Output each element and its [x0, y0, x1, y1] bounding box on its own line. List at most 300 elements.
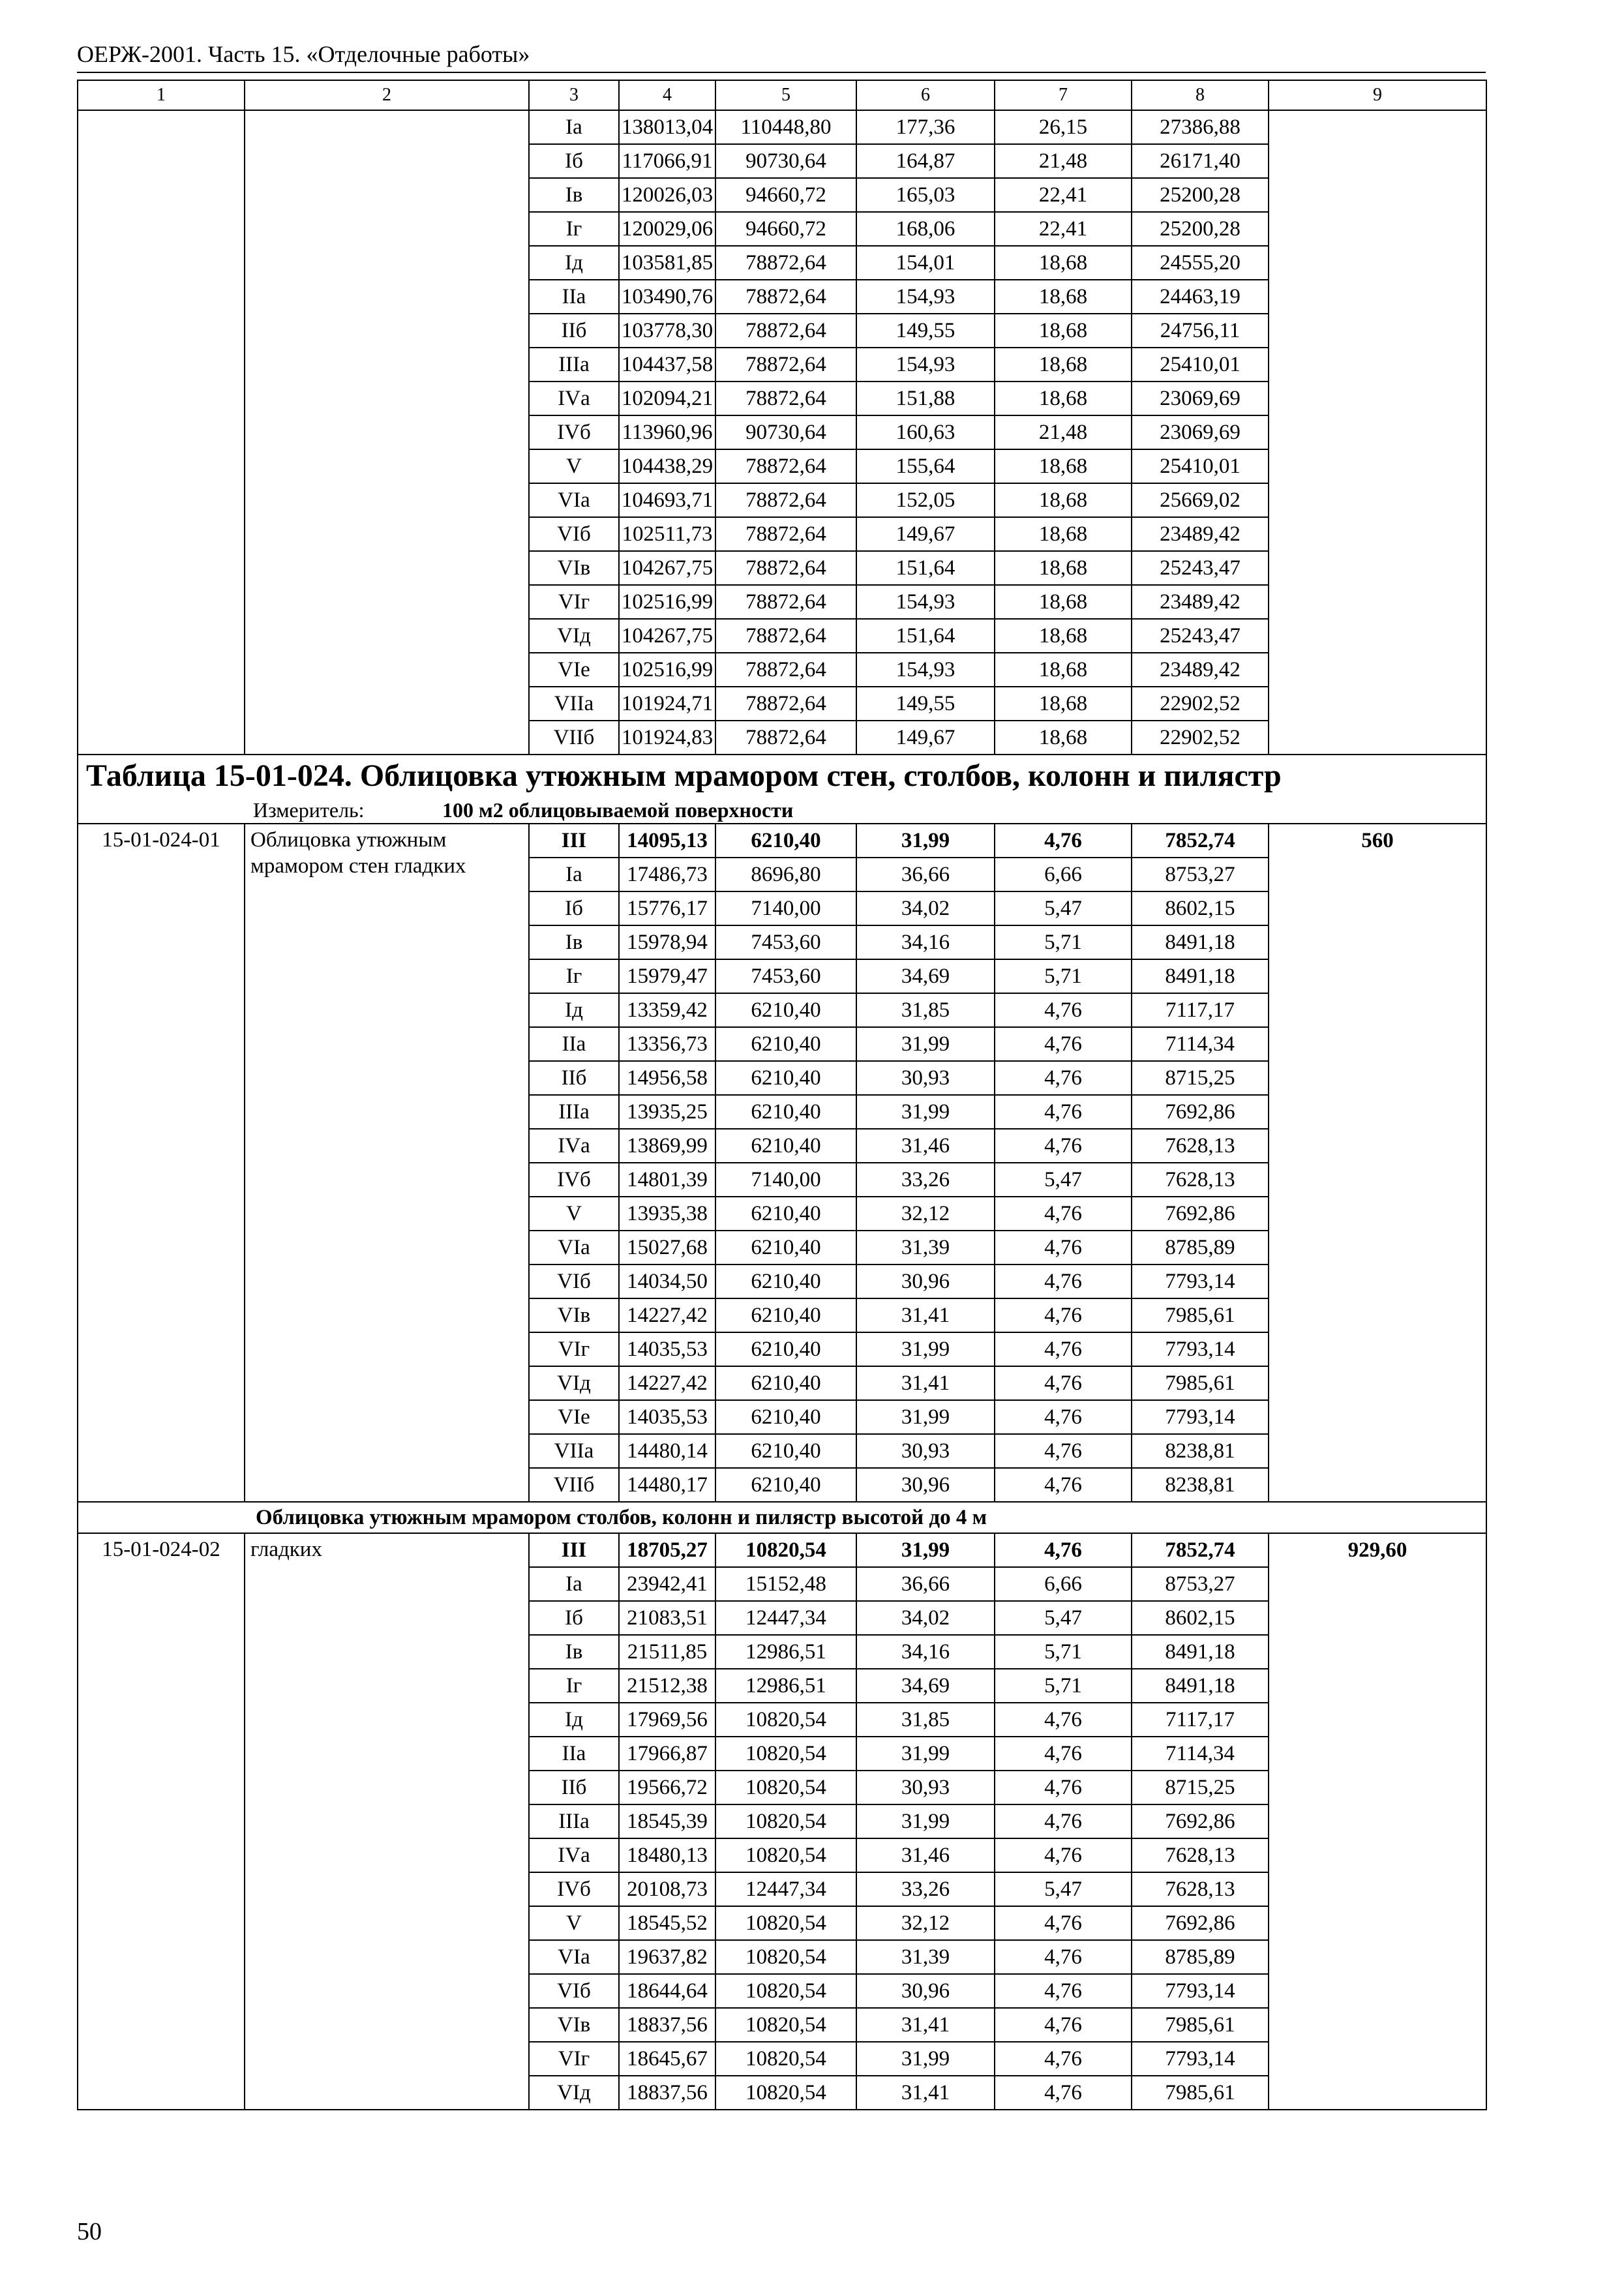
zone-cell: VIIб [529, 721, 619, 755]
value-cell: 10820,54 [715, 1533, 856, 1567]
zone-cell: V [529, 1906, 619, 1940]
value-cell: 7985,61 [1132, 1366, 1269, 1400]
value-cell: 7140,00 [715, 891, 856, 925]
value-cell: 31,41 [856, 2008, 995, 2042]
value-cell: 8491,18 [1132, 1635, 1269, 1669]
zone-cell: Iа [529, 110, 619, 144]
value-cell: 6210,40 [715, 1366, 856, 1400]
value-cell: 13359,42 [619, 993, 715, 1027]
zone-cell: VIв [529, 2008, 619, 2042]
value-cell: 8753,27 [1132, 858, 1269, 891]
value-cell: 8753,27 [1132, 1567, 1269, 1601]
column-9-cell: 929,60 [1269, 1533, 1486, 2110]
zone-cell: IVа [529, 1129, 619, 1163]
value-cell: 4,76 [995, 1264, 1132, 1298]
zone-cell: IIб [529, 1771, 619, 1804]
value-cell: 18,68 [995, 280, 1132, 314]
value-cell: 104693,71 [619, 483, 715, 517]
value-cell: 34,69 [856, 1669, 995, 1703]
value-cell: 15027,68 [619, 1231, 715, 1264]
value-cell: 31,99 [856, 1400, 995, 1434]
zone-cell: VIа [529, 1940, 619, 1974]
value-cell: 23489,42 [1132, 517, 1269, 551]
zone-cell: Iб [529, 144, 619, 178]
value-cell: 18705,27 [619, 1533, 715, 1567]
zone-cell: IIб [529, 1061, 619, 1095]
value-cell: 15978,94 [619, 925, 715, 959]
value-cell: 25410,01 [1132, 348, 1269, 382]
value-cell: 177,36 [856, 110, 995, 144]
value-cell: 7628,13 [1132, 1163, 1269, 1197]
value-cell: 31,41 [856, 2076, 995, 2110]
value-cell: 7692,86 [1132, 1095, 1269, 1129]
zone-cell: VIIб [529, 1468, 619, 1502]
value-cell: 10820,54 [715, 1737, 856, 1771]
value-cell: 4,76 [995, 1737, 1132, 1771]
value-cell: 30,93 [856, 1061, 995, 1095]
column-number: 9 [1269, 80, 1486, 110]
value-cell: 26,15 [995, 110, 1132, 144]
value-cell: 4,76 [995, 1940, 1132, 1974]
value-cell: 117066,91 [619, 144, 715, 178]
value-cell: 21512,38 [619, 1669, 715, 1703]
value-cell: 24555,20 [1132, 246, 1269, 280]
zone-cell: IIа [529, 1737, 619, 1771]
value-cell: 4,76 [995, 824, 1132, 858]
value-cell: 15979,47 [619, 959, 715, 993]
value-cell: 30,96 [856, 1974, 995, 2008]
value-cell: 23489,42 [1132, 653, 1269, 687]
value-cell: 154,93 [856, 653, 995, 687]
value-cell: 7117,17 [1132, 1703, 1269, 1737]
column-9-cell: 560 [1269, 824, 1486, 1502]
value-cell: 7628,13 [1132, 1838, 1269, 1872]
code-cell [78, 110, 245, 755]
zone-cell: IIб [529, 314, 619, 348]
table-row [78, 1533, 1486, 1567]
value-cell: 8602,15 [1132, 891, 1269, 925]
value-cell: 18,68 [995, 551, 1132, 585]
value-cell: 31,99 [856, 1027, 995, 1061]
value-cell: 78872,64 [715, 517, 856, 551]
value-cell: 34,16 [856, 1635, 995, 1669]
value-cell: 4,76 [995, 2076, 1132, 2110]
value-cell: 155,64 [856, 449, 995, 483]
zone-cell: IVб [529, 1872, 619, 1906]
zone-cell: IVб [529, 1163, 619, 1197]
value-cell: 101924,71 [619, 687, 715, 721]
value-cell: 33,26 [856, 1872, 995, 1906]
value-cell: 102511,73 [619, 517, 715, 551]
value-cell: 4,76 [995, 1061, 1132, 1095]
zone-cell: Iа [529, 1567, 619, 1601]
value-cell: 4,76 [995, 1533, 1132, 1567]
value-cell: 25410,01 [1132, 449, 1269, 483]
value-cell: 7985,61 [1132, 2076, 1269, 2110]
value-cell: 7793,14 [1132, 1400, 1269, 1434]
value-cell: 149,55 [856, 687, 995, 721]
value-cell: 15152,48 [715, 1567, 856, 1601]
zone-cell: IIIа [529, 1804, 619, 1838]
value-cell: 78872,64 [715, 449, 856, 483]
value-cell: 34,16 [856, 925, 995, 959]
zone-cell: IVа [529, 382, 619, 415]
value-cell: 36,66 [856, 858, 995, 891]
value-cell: 7692,86 [1132, 1197, 1269, 1231]
value-cell: 15776,17 [619, 891, 715, 925]
value-cell: 18545,52 [619, 1906, 715, 1940]
value-cell: 7692,86 [1132, 1906, 1269, 1940]
meter-label: Измеритель: [253, 798, 365, 822]
value-cell: 24756,11 [1132, 314, 1269, 348]
value-cell: 7793,14 [1132, 1264, 1269, 1298]
value-cell: 4,76 [995, 1298, 1132, 1332]
value-cell: 6210,40 [715, 993, 856, 1027]
value-cell: 8491,18 [1132, 959, 1269, 993]
value-cell: 19566,72 [619, 1771, 715, 1804]
value-cell: 4,76 [995, 993, 1132, 1027]
zone-cell: III [529, 824, 619, 858]
zone-cell: Iб [529, 1601, 619, 1635]
value-cell: 7793,14 [1132, 1332, 1269, 1366]
zone-cell: Iб [529, 891, 619, 925]
zone-cell: IIIа [529, 1095, 619, 1129]
value-cell: 19637,82 [619, 1940, 715, 1974]
value-cell: 10820,54 [715, 1974, 856, 2008]
zone-cell: VIе [529, 653, 619, 687]
value-cell: 90730,64 [715, 144, 856, 178]
value-cell: 78872,64 [715, 314, 856, 348]
value-cell: 8602,15 [1132, 1601, 1269, 1635]
value-cell: 4,76 [995, 1129, 1132, 1163]
value-cell: 7114,34 [1132, 1027, 1269, 1061]
value-cell: 165,03 [856, 178, 995, 212]
value-cell: 110448,80 [715, 110, 856, 144]
value-cell: 23942,41 [619, 1567, 715, 1601]
zone-cell: V [529, 1197, 619, 1231]
value-cell: 31,41 [856, 1366, 995, 1400]
value-cell: 18837,56 [619, 2008, 715, 2042]
zone-cell: Iд [529, 1703, 619, 1737]
zone-cell: Iв [529, 178, 619, 212]
column-number: 8 [1132, 80, 1269, 110]
value-cell: 164,87 [856, 144, 995, 178]
value-cell: 4,76 [995, 1974, 1132, 2008]
value-cell: 25200,28 [1132, 178, 1269, 212]
value-cell: 5,47 [995, 1872, 1132, 1906]
value-cell: 34,02 [856, 1601, 995, 1635]
value-cell: 102094,21 [619, 382, 715, 415]
value-cell: 120029,06 [619, 212, 715, 246]
value-cell: 30,96 [856, 1468, 995, 1502]
table-row [78, 824, 1486, 858]
value-cell: 5,71 [995, 959, 1132, 993]
value-cell: 31,99 [856, 1737, 995, 1771]
value-cell: 14801,39 [619, 1163, 715, 1197]
value-cell: 4,76 [995, 1400, 1132, 1434]
title-row [78, 755, 1486, 797]
value-cell: 6210,40 [715, 1298, 856, 1332]
value-cell: 4,76 [995, 1468, 1132, 1502]
value-cell: 8238,81 [1132, 1468, 1269, 1502]
zone-cell: Iг [529, 959, 619, 993]
value-cell: 31,99 [856, 1332, 995, 1366]
value-cell: 78872,64 [715, 551, 856, 585]
zone-cell: Iв [529, 925, 619, 959]
meter-row [78, 797, 1486, 824]
value-cell: 7117,17 [1132, 993, 1269, 1027]
value-cell: 21,48 [995, 144, 1132, 178]
value-cell: 34,69 [856, 959, 995, 993]
value-cell: 12986,51 [715, 1669, 856, 1703]
value-cell: 78872,64 [715, 619, 856, 653]
value-cell: 31,99 [856, 1533, 995, 1567]
value-cell: 6210,40 [715, 1129, 856, 1163]
value-cell: 4,76 [995, 2042, 1132, 2076]
value-cell: 8715,25 [1132, 1771, 1269, 1804]
zone-cell: VIб [529, 1264, 619, 1298]
value-cell: 18,68 [995, 687, 1132, 721]
value-cell: 31,41 [856, 1298, 995, 1332]
zone-cell: VIд [529, 2076, 619, 2110]
description-cell: Облицовка утюжным мрамором стен гладких [245, 824, 529, 1502]
zone-cell: IVа [529, 1838, 619, 1872]
zone-cell: Iв [529, 1635, 619, 1669]
value-cell: 154,93 [856, 348, 995, 382]
description-cell: гладких [245, 1533, 529, 2110]
value-cell: 22,41 [995, 178, 1132, 212]
value-cell: 151,64 [856, 551, 995, 585]
value-cell: 8238,81 [1132, 1434, 1269, 1468]
rates-table [77, 80, 1487, 2110]
value-cell: 21,48 [995, 415, 1132, 449]
column-number-row [78, 80, 1486, 110]
value-cell: 151,64 [856, 619, 995, 653]
zone-cell: VIа [529, 483, 619, 517]
value-cell: 5,47 [995, 1601, 1132, 1635]
value-cell: 6210,40 [715, 824, 856, 858]
value-cell: 6,66 [995, 1567, 1132, 1601]
value-cell: 6210,40 [715, 1434, 856, 1468]
value-cell: 6210,40 [715, 1027, 856, 1061]
value-cell: 18,68 [995, 585, 1132, 619]
zone-cell: IVб [529, 415, 619, 449]
value-cell: 7985,61 [1132, 1298, 1269, 1332]
value-cell: 31,99 [856, 2042, 995, 2076]
value-cell: 30,93 [856, 1434, 995, 1468]
value-cell: 10820,54 [715, 1703, 856, 1737]
value-cell: 10820,54 [715, 1906, 856, 1940]
value-cell: 17969,56 [619, 1703, 715, 1737]
value-cell: 10820,54 [715, 1838, 856, 1872]
zone-cell: IIIа [529, 348, 619, 382]
value-cell: 8785,89 [1132, 1231, 1269, 1264]
value-cell: 13935,38 [619, 1197, 715, 1231]
value-cell: 25669,02 [1132, 483, 1269, 517]
value-cell: 31,85 [856, 1703, 995, 1737]
value-cell: 78872,64 [715, 483, 856, 517]
zone-cell: Iд [529, 993, 619, 1027]
column-number: 4 [619, 80, 715, 110]
value-cell: 4,76 [995, 1434, 1132, 1468]
value-cell: 6210,40 [715, 1468, 856, 1502]
value-cell: 103490,76 [619, 280, 715, 314]
value-cell: 36,66 [856, 1567, 995, 1601]
value-cell: 14095,13 [619, 824, 715, 858]
value-cell: 94660,72 [715, 178, 856, 212]
value-cell: 160,63 [856, 415, 995, 449]
value-cell: 6210,40 [715, 1264, 856, 1298]
value-cell: 7793,14 [1132, 2042, 1269, 2076]
value-cell: 23489,42 [1132, 585, 1269, 619]
value-cell: 10820,54 [715, 2042, 856, 2076]
column-number: 6 [856, 80, 995, 110]
value-cell: 17486,73 [619, 858, 715, 891]
zone-cell: VIв [529, 1298, 619, 1332]
page-number: 50 [77, 2218, 102, 2245]
value-cell: 18,68 [995, 348, 1132, 382]
value-cell: 10820,54 [715, 2008, 856, 2042]
value-cell: 154,93 [856, 280, 995, 314]
zone-cell: VIб [529, 517, 619, 551]
zone-cell: VIа [529, 1231, 619, 1264]
value-cell: 78872,64 [715, 721, 856, 755]
value-cell: 31,99 [856, 824, 995, 858]
value-cell: 103778,30 [619, 314, 715, 348]
zone-cell: Iг [529, 1669, 619, 1703]
value-cell: 33,26 [856, 1163, 995, 1197]
zone-cell: IIа [529, 1027, 619, 1061]
value-cell: 8696,80 [715, 858, 856, 891]
value-cell: 18,68 [995, 721, 1132, 755]
value-cell: 18,68 [995, 246, 1132, 280]
value-cell: 103581,85 [619, 246, 715, 280]
value-cell: 31,46 [856, 1129, 995, 1163]
table-body [78, 80, 1486, 2110]
value-cell: 78872,64 [715, 585, 856, 619]
value-cell: 18,68 [995, 382, 1132, 415]
value-cell: 18545,39 [619, 1804, 715, 1838]
value-cell: 25243,47 [1132, 551, 1269, 585]
value-cell: 18645,67 [619, 2042, 715, 2076]
column-number: 5 [715, 80, 856, 110]
value-cell: 18,68 [995, 449, 1132, 483]
value-cell: 22,41 [995, 212, 1132, 246]
value-cell: 10820,54 [715, 1771, 856, 1804]
value-cell: 4,76 [995, 1906, 1132, 1940]
value-cell: 102516,99 [619, 585, 715, 619]
zone-cell: III [529, 1533, 619, 1567]
value-cell: 138013,04 [619, 110, 715, 144]
value-cell: 18,68 [995, 653, 1132, 687]
zone-cell: Iа [529, 858, 619, 891]
value-cell: 104267,75 [619, 619, 715, 653]
meter-cell [78, 797, 1486, 824]
value-cell: 4,76 [995, 1027, 1132, 1061]
value-cell: 104438,29 [619, 449, 715, 483]
value-cell: 31,99 [856, 1804, 995, 1838]
value-cell: 31,39 [856, 1940, 995, 1974]
value-cell: 78872,64 [715, 687, 856, 721]
value-cell: 5,71 [995, 1635, 1132, 1669]
value-cell: 7628,13 [1132, 1872, 1269, 1906]
value-cell: 24463,19 [1132, 280, 1269, 314]
value-cell: 25243,47 [1132, 619, 1269, 653]
value-cell: 101924,83 [619, 721, 715, 755]
value-cell: 7114,34 [1132, 1737, 1269, 1771]
subheading: Облицовка утюжным мрамором столбов, колонн и пилястр высотой до 4 м [78, 1502, 1486, 1533]
value-cell: 23069,69 [1132, 415, 1269, 449]
value-cell: 14480,17 [619, 1468, 715, 1502]
value-cell: 6210,40 [715, 1231, 856, 1264]
value-cell: 18,68 [995, 619, 1132, 653]
value-cell: 17966,87 [619, 1737, 715, 1771]
value-cell: 34,02 [856, 891, 995, 925]
value-cell: 152,05 [856, 483, 995, 517]
zone-cell: VIд [529, 1366, 619, 1400]
value-cell: 18,68 [995, 314, 1132, 348]
value-cell: 7453,60 [715, 925, 856, 959]
value-cell: 14034,50 [619, 1264, 715, 1298]
value-cell: 7852,74 [1132, 824, 1269, 858]
table-row [78, 110, 1486, 144]
value-cell: 32,12 [856, 1906, 995, 1940]
value-cell: 154,01 [856, 246, 995, 280]
column-number: 1 [78, 80, 245, 110]
value-cell: 6210,40 [715, 1061, 856, 1095]
value-cell: 22902,52 [1132, 687, 1269, 721]
zone-cell: VIв [529, 551, 619, 585]
value-cell: 6210,40 [715, 1095, 856, 1129]
value-cell: 12447,34 [715, 1601, 856, 1635]
value-cell: 7692,86 [1132, 1804, 1269, 1838]
value-cell: 14956,58 [619, 1061, 715, 1095]
subheading-row [78, 1502, 1486, 1533]
zone-cell: VIг [529, 1332, 619, 1366]
value-cell: 102516,99 [619, 653, 715, 687]
value-cell: 12986,51 [715, 1635, 856, 1669]
value-cell: 30,93 [856, 1771, 995, 1804]
table-title: Таблица 15-01-024. Облицовка утюжным мрамором стен, столбов, колонн и пилястр [78, 755, 1486, 797]
value-cell: 120026,03 [619, 178, 715, 212]
value-cell: 6210,40 [715, 1400, 856, 1434]
value-cell: 4,76 [995, 1838, 1132, 1872]
value-cell: 14227,42 [619, 1366, 715, 1400]
column-number: 7 [995, 80, 1132, 110]
value-cell: 32,12 [856, 1197, 995, 1231]
value-cell: 21511,85 [619, 1635, 715, 1669]
value-cell: 6210,40 [715, 1197, 856, 1231]
value-cell: 4,76 [995, 1703, 1132, 1737]
value-cell: 90730,64 [715, 415, 856, 449]
zone-cell: VIе [529, 1400, 619, 1434]
value-cell: 4,76 [995, 1771, 1132, 1804]
code-cell: 15-01-024-02 [78, 1533, 245, 2110]
value-cell: 149,67 [856, 721, 995, 755]
column-9-cell [1269, 110, 1486, 755]
value-cell: 31,85 [856, 993, 995, 1027]
value-cell: 26171,40 [1132, 144, 1269, 178]
value-cell: 6,66 [995, 858, 1132, 891]
value-cell: 149,67 [856, 517, 995, 551]
zone-cell: VIIа [529, 687, 619, 721]
value-cell: 4,76 [995, 2008, 1132, 2042]
document-header: ОЕРЖ-2001. Часть 15. «Отделочные работы» [77, 41, 530, 67]
value-cell: 149,55 [856, 314, 995, 348]
value-cell: 18480,13 [619, 1838, 715, 1872]
value-cell: 25200,28 [1132, 212, 1269, 246]
value-cell: 168,06 [856, 212, 995, 246]
